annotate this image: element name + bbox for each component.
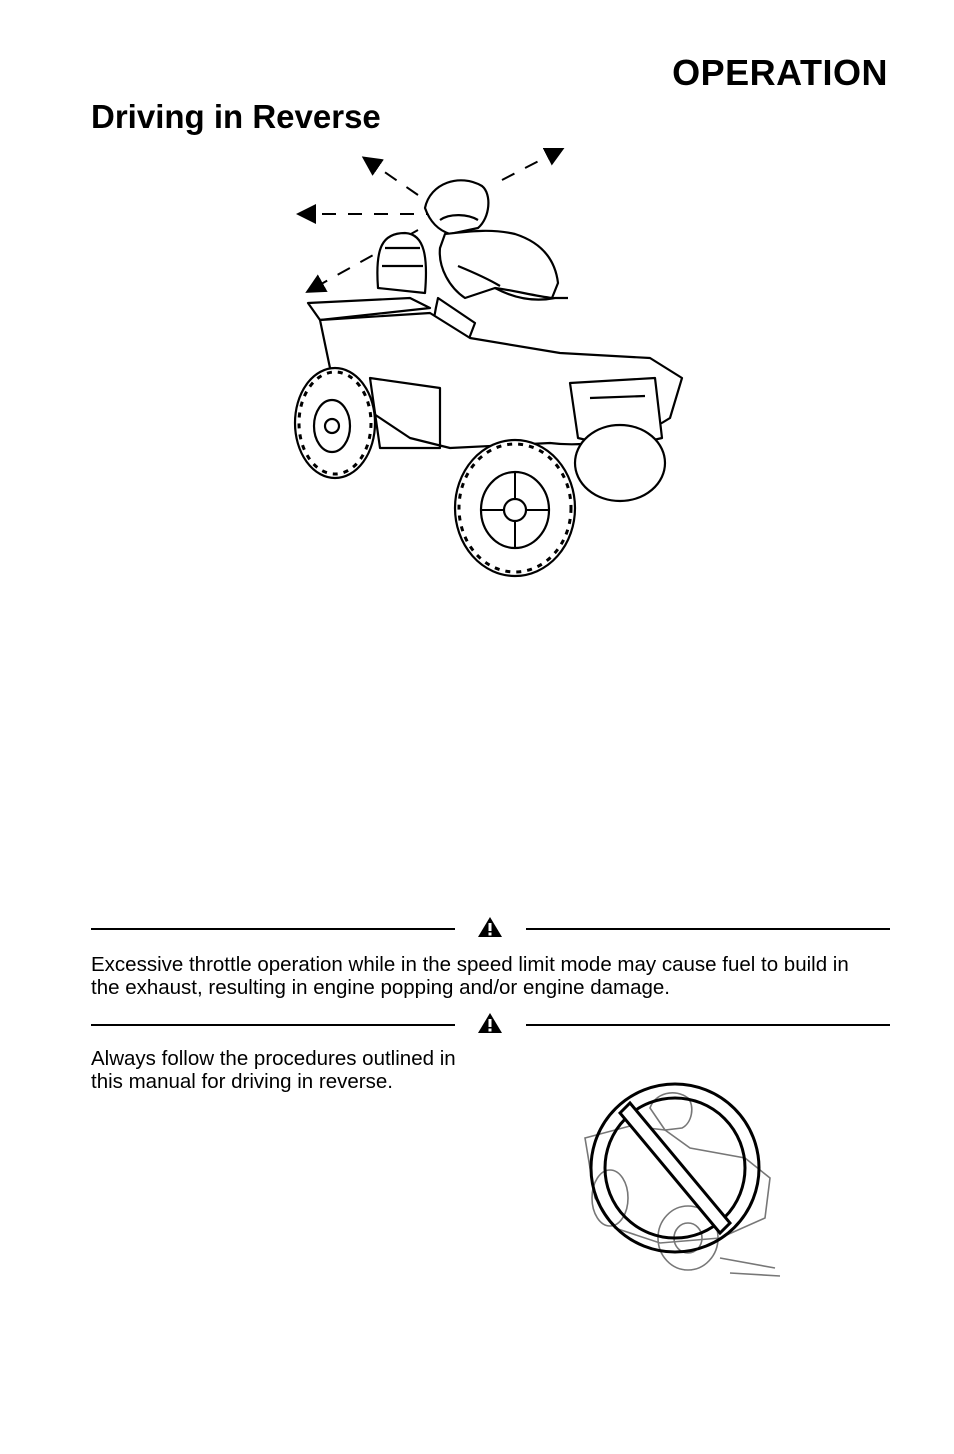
- section-header: OPERATION: [672, 52, 888, 93]
- page-title: Driving in Reverse: [91, 98, 381, 135]
- notice-rule-bottom: [91, 1012, 890, 1038]
- prohibited-riding-illustration: [570, 1068, 790, 1283]
- warning-triangle-icon: [477, 1012, 503, 1034]
- divider-line: [526, 1024, 890, 1026]
- notice-rule-top: [91, 916, 890, 942]
- body-paragraph: Always follow the procedures outlined in this manual for driving in reverse.: [91, 1047, 456, 1093]
- notice-text: Excessive throttle operation while in the speed limit mode may cause fuel to build in the exhaust, resulting in engine popping and/or engine damage.: [91, 953, 849, 999]
- warning-triangle-icon: [477, 916, 503, 938]
- atv-rider-looking-behind-illustration: [290, 148, 700, 578]
- divider-line: [91, 1024, 455, 1026]
- divider-line: [526, 928, 890, 930]
- divider-line: [91, 928, 455, 930]
